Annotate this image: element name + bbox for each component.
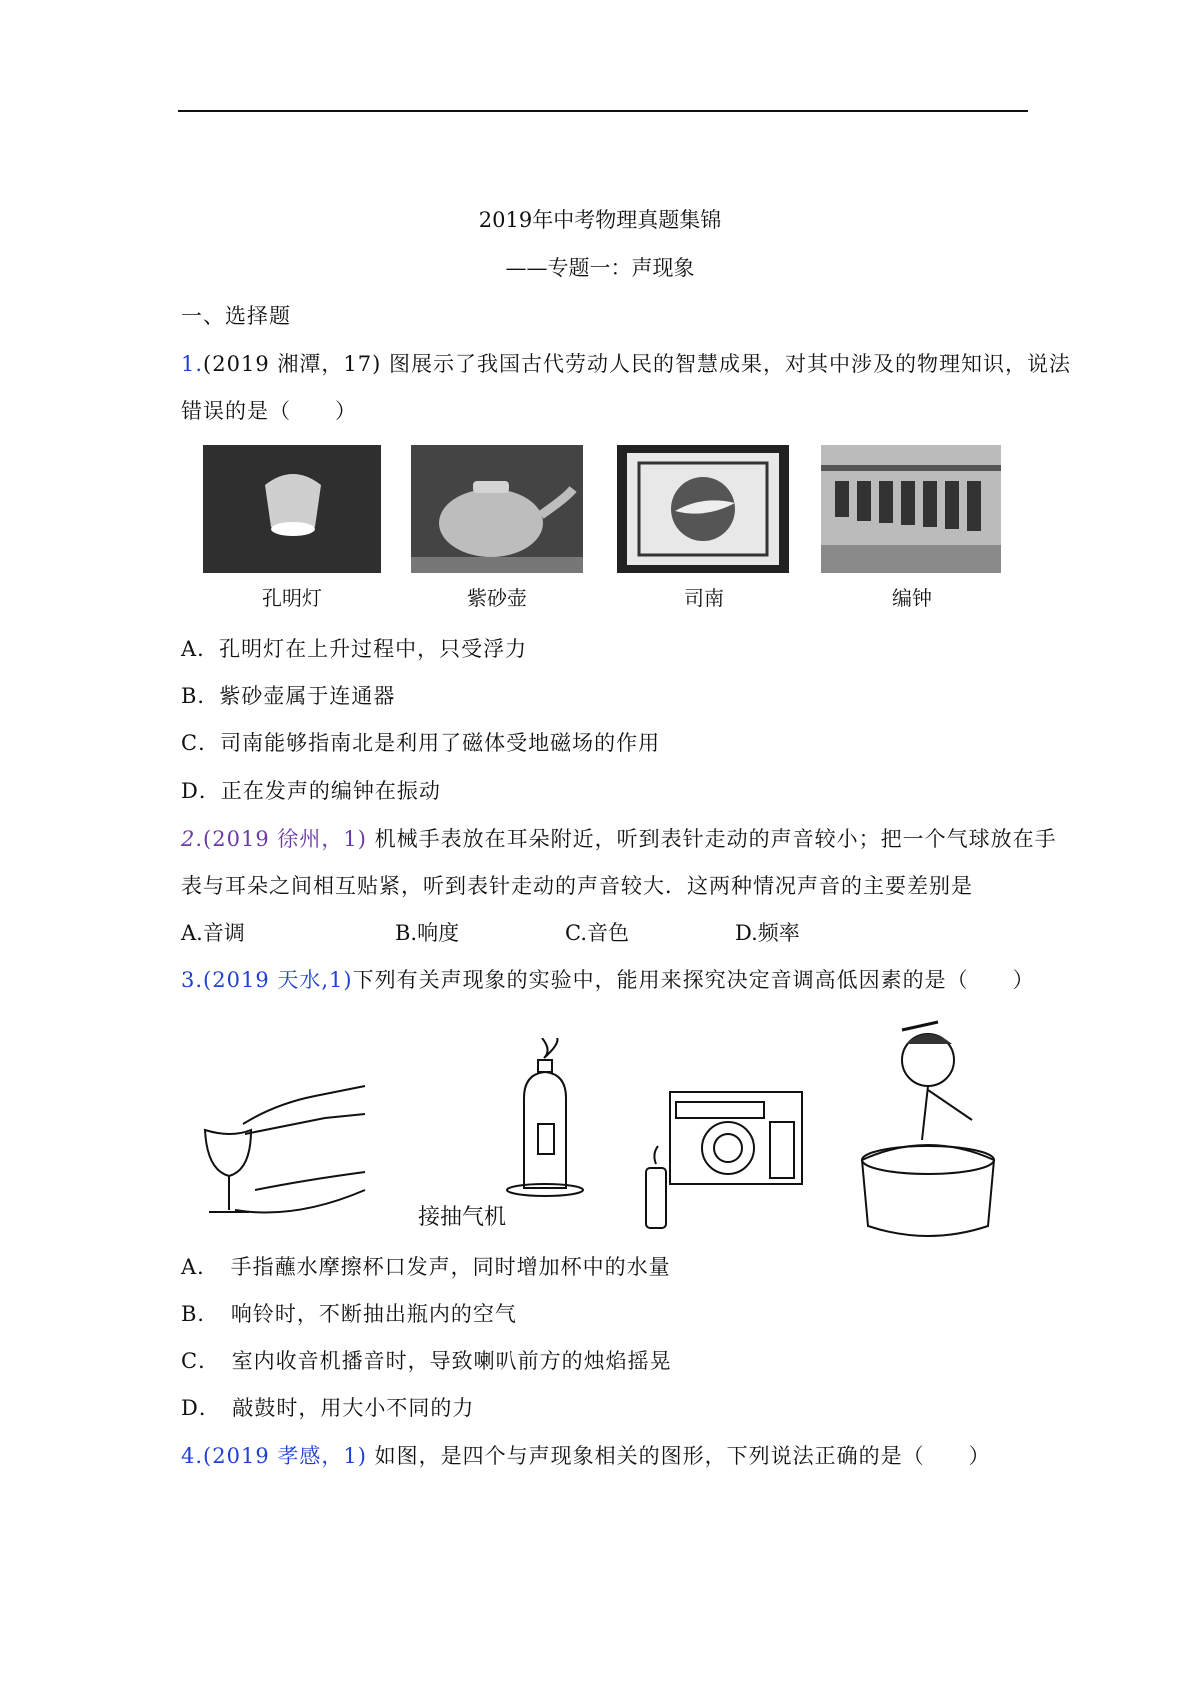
wine-glass-figure	[195, 1060, 370, 1220]
radio-candle-figure	[636, 1072, 806, 1232]
q3-source: (2019 天水,1)	[203, 968, 353, 992]
q2-number: 2.	[181, 827, 204, 851]
q3-option-d: D． 敲鼓时，用大小不同的力	[181, 1396, 475, 1420]
q2-option-d: D.频率	[735, 921, 800, 945]
q1-option-c: C．司南能够指南北是利用了磁体受地磁场的作用	[181, 731, 661, 755]
q1-line1	[181, 348, 1071, 378]
q1-number: 1.	[181, 352, 204, 376]
bell-jar-figure	[492, 1038, 602, 1198]
q3-line	[181, 964, 1035, 994]
caption-bianzhong: 编钟	[892, 586, 932, 610]
caption-sinan: 司南	[684, 586, 724, 610]
q3-text: 下列有关声现象的实验中，能用来探究决定音调高低因素的是（ ）	[352, 968, 1035, 992]
q2-option-a: A.音调	[181, 921, 245, 945]
document-title: 2019年中考物理真题集锦	[478, 208, 722, 232]
caption-kongming: 孔明灯	[262, 586, 322, 610]
q1-line2: 错误的是（ ）	[181, 399, 357, 423]
section-heading: 一、选择题	[181, 304, 291, 328]
document-subtitle: ——专题一：声现象	[505, 256, 695, 280]
q1-option-b: B．紫砂壶属于连通器	[181, 684, 396, 708]
q2-option-c: C.音色	[565, 921, 629, 945]
teapot-image	[411, 445, 583, 573]
q1-option-d: D．正在发声的编钟在振动	[181, 779, 441, 803]
header-rule	[178, 110, 1028, 112]
q3-option-b: B． 响铃时，不断抽出瓶内的空气	[181, 1302, 517, 1326]
vacuum-pump-label: 接抽气机	[418, 1205, 507, 1230]
drummer-figure	[842, 1010, 1022, 1240]
q2-source: (2019 徐州，1)	[203, 827, 367, 851]
q1-option-a: A．孔明灯在上升过程中，只受浮力	[181, 637, 528, 661]
q1-source: (2019 湘潭，17)	[203, 352, 382, 376]
q4-line	[181, 1440, 991, 1470]
q4-number: 4.	[181, 1444, 204, 1468]
bianzhong-bells-image	[821, 445, 1001, 573]
q2-line1	[181, 823, 1057, 853]
kongming-lantern-image	[203, 445, 381, 573]
caption-teapot: 紫砂壶	[467, 586, 527, 610]
sinan-compass-image	[617, 445, 789, 573]
q2-option-b: B.响度	[395, 921, 460, 945]
q4-source: (2019 孝感，1)	[203, 1444, 367, 1468]
q1-text-1: 图展示了我国古代劳动人民的智慧成果，对其中涉及的物理知识，说法	[388, 352, 1071, 376]
q2-text-1: 机械手表放在耳朵附近，听到表针走动的声音较小；把一个气球放在手	[374, 827, 1057, 851]
q3-number: 3.	[181, 968, 204, 992]
q3-option-c: C． 室内收音机播音时，导致喇叭前方的烛焰摇晃	[181, 1349, 672, 1373]
q2-line2: 表与耳朵之间相互贴紧，听到表针走动的声音较大．这两种情况声音的主要差别是	[181, 874, 973, 898]
q4-text: 如图，是四个与声现象相关的图形，下列说法正确的是（ ）	[374, 1444, 991, 1468]
q3-option-a: A． 手指蘸水摩擦杯口发声，同时增加杯中的水量	[181, 1255, 671, 1279]
